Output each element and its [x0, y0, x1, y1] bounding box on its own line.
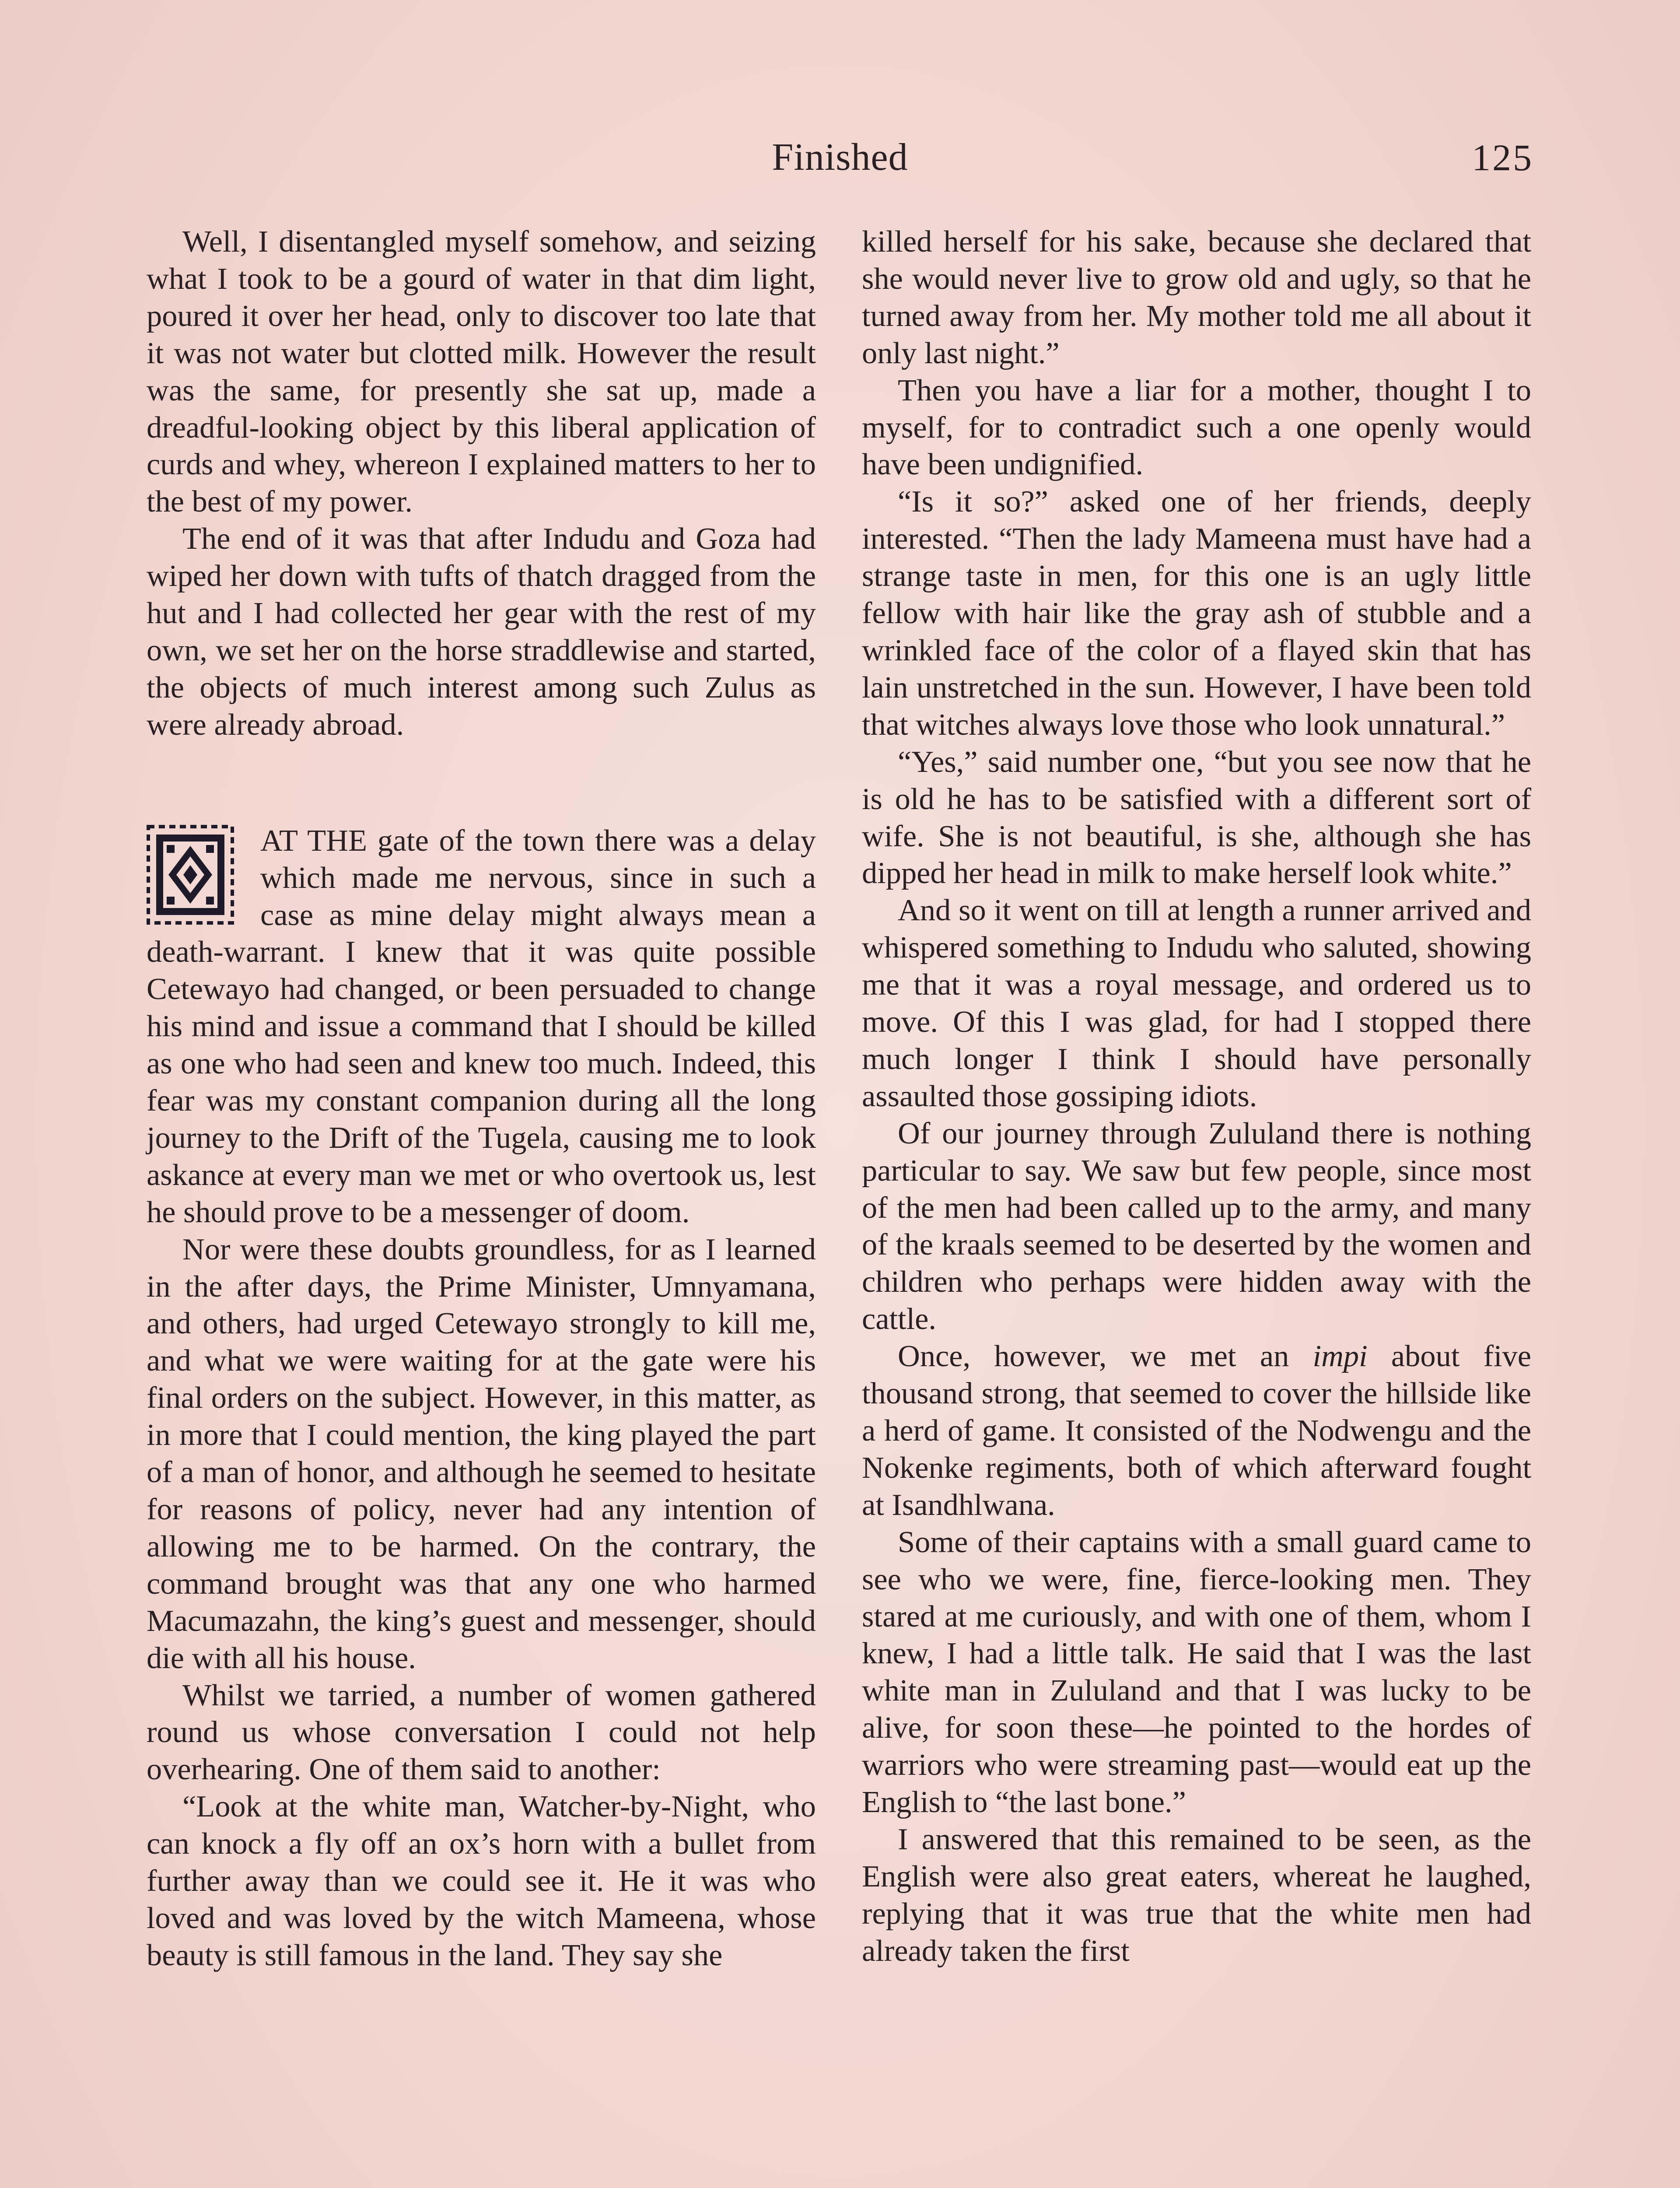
paragraph: The end of it was that after Indudu and Goza had wiped her down with tufts of thatch dragged from the hut and I had collected her gear with the rest of my own, we set her on the horse straddlewise and started, the objects of much interest among such Zulus as were already abroad. [147, 522, 816, 742]
paragraph: Of our journey through Zululand there is nothing particular to say. We saw but few people, since most of the men had been called up to the army, and many of the kraals seemed to be deserted by the women and children who perhaps were hidden away with the cattle. [862, 1116, 1531, 1336]
paragraph: “Yes,” said number one, “but you see now that he is old he has to be satisfied with a different sort of wife. She is not beautiful, is she, although she has dipped her head in milk to make herself look white.” [862, 744, 1531, 891]
page-number: 125 [1472, 137, 1533, 179]
italic-word: impi [1312, 1339, 1368, 1374]
paragraph: “Is it so?” asked one of her friends, deeply interested. “Then the lady Mameena must have had a strange taste in men, for this one is an ugly little fellow with hair like the gray ash of stubble and a wrinkled face of the color of a flayed skin that has lain unstretched in the sun. However, I have been told that witches always love those who look unnatural.” [862, 484, 1531, 742]
paragraph: Then you have a liar for a mother, thought I to myself, for to contradict such a one openly would have been undignified. [862, 373, 1531, 482]
paragraph: Well, I disentangled myself somehow, and seizing what I took to be a gourd of water in that dim light, poured it over her head, only to discover too late that it was not water but clotted milk. However the result was the same, for presently she sat up, made a dreadful-looking object by this liberal application of curds and whey, whereon I explained matters to her to the best of my power. [147, 224, 816, 519]
section-opening-paragraph [147, 822, 816, 1231]
paragraph: I answered that this remained to be seen, as the English were also great eaters, whereat he laughed, replying that it was true that the white men had already taken the first [862, 1822, 1531, 1968]
paragraph-text: Once, however, we met an [898, 1339, 1313, 1374]
paragraph: Whilst we tarried, a number of women gathered round us whose conversation I could not help overhearing. One of them said to another: [147, 1678, 816, 1787]
paragraph: killed herself for his sake, because she declared that she would never live to grow old and ugly, so that he turned away from her. My mother told me all about it only last night.” [862, 224, 1531, 370]
paragraph: Nor were these doubts groundless, for as I learned in the after days, the Prime Minister, Umnyamana, and others, had urged Cetewayo strongly to kill me, and what we were waiting for at the gate were his final orders on the subject. However, in this matter, as in more that I could mention, the king played the part of a man of honor, and although he seemed to hesitate for reasons of policy, never had any intention of allowing me to be harmed. On the contrary, the command brought was that any one who harmed Macumazahn, the king’s guest and messenger, should die with all his house. [147, 1232, 816, 1675]
left-column [147, 223, 816, 1974]
paragraph: And so it went on till at length a runner arrived and whispered something to Indudu who saluted, showing me that it was a royal message, and ordered us to move. Of this I was glad, for had I stopped there much longer I think I should have personally assaulted those gossiping idiots. [862, 893, 1531, 1113]
page-header [147, 131, 1533, 184]
right-column [862, 223, 1531, 1970]
running-title: Finished [772, 136, 908, 179]
paragraph: Some of their captains with a small guard came to see who we were, fine, fierce-looking men. They stared at me curiously, and with one of them, whom I knew, I had a little talk. He said that I was the last white man in Zululand and that I was lucky to be alive, for soon these—he pointed to the hordes of warriors who were streaming past—would eat up the English to “the last bone.” [862, 1525, 1531, 1820]
paragraph [862, 1338, 1531, 1524]
paragraph-text: AT THE gate of the town there was a delay which made me nervous, since in such a case as mine delay might always mean a death-warrant. I knew that it was quite possible Cetewayo had changed, or been persuaded to change his mind and issue a command that I should be killed as one who had seen and knew too much. Indeed, this fear was my constant companion during all the long journey to the Drift of the Tugela, causing me to look askance at every man we met or who overtook us, lest he should prove to be a messenger of doom. [147, 823, 816, 1229]
paragraph-text: about five thousand strong, that seemed to cover the hillside like a herd of game. It consisted of the Nodwengu and the Nokenke regiments, both of which afterward fought at Isandhlwana. [862, 1339, 1531, 1522]
decorative-initial-ornament-icon [147, 825, 234, 925]
paragraph: “Look at the white man, Watcher-by-Night, who can knock a fly off an ox’s horn with a bullet from further away than we could see it. He it was who loved and was loved by the witch Mameena, whose beauty is still famous in the land. They say she [147, 1789, 816, 1972]
